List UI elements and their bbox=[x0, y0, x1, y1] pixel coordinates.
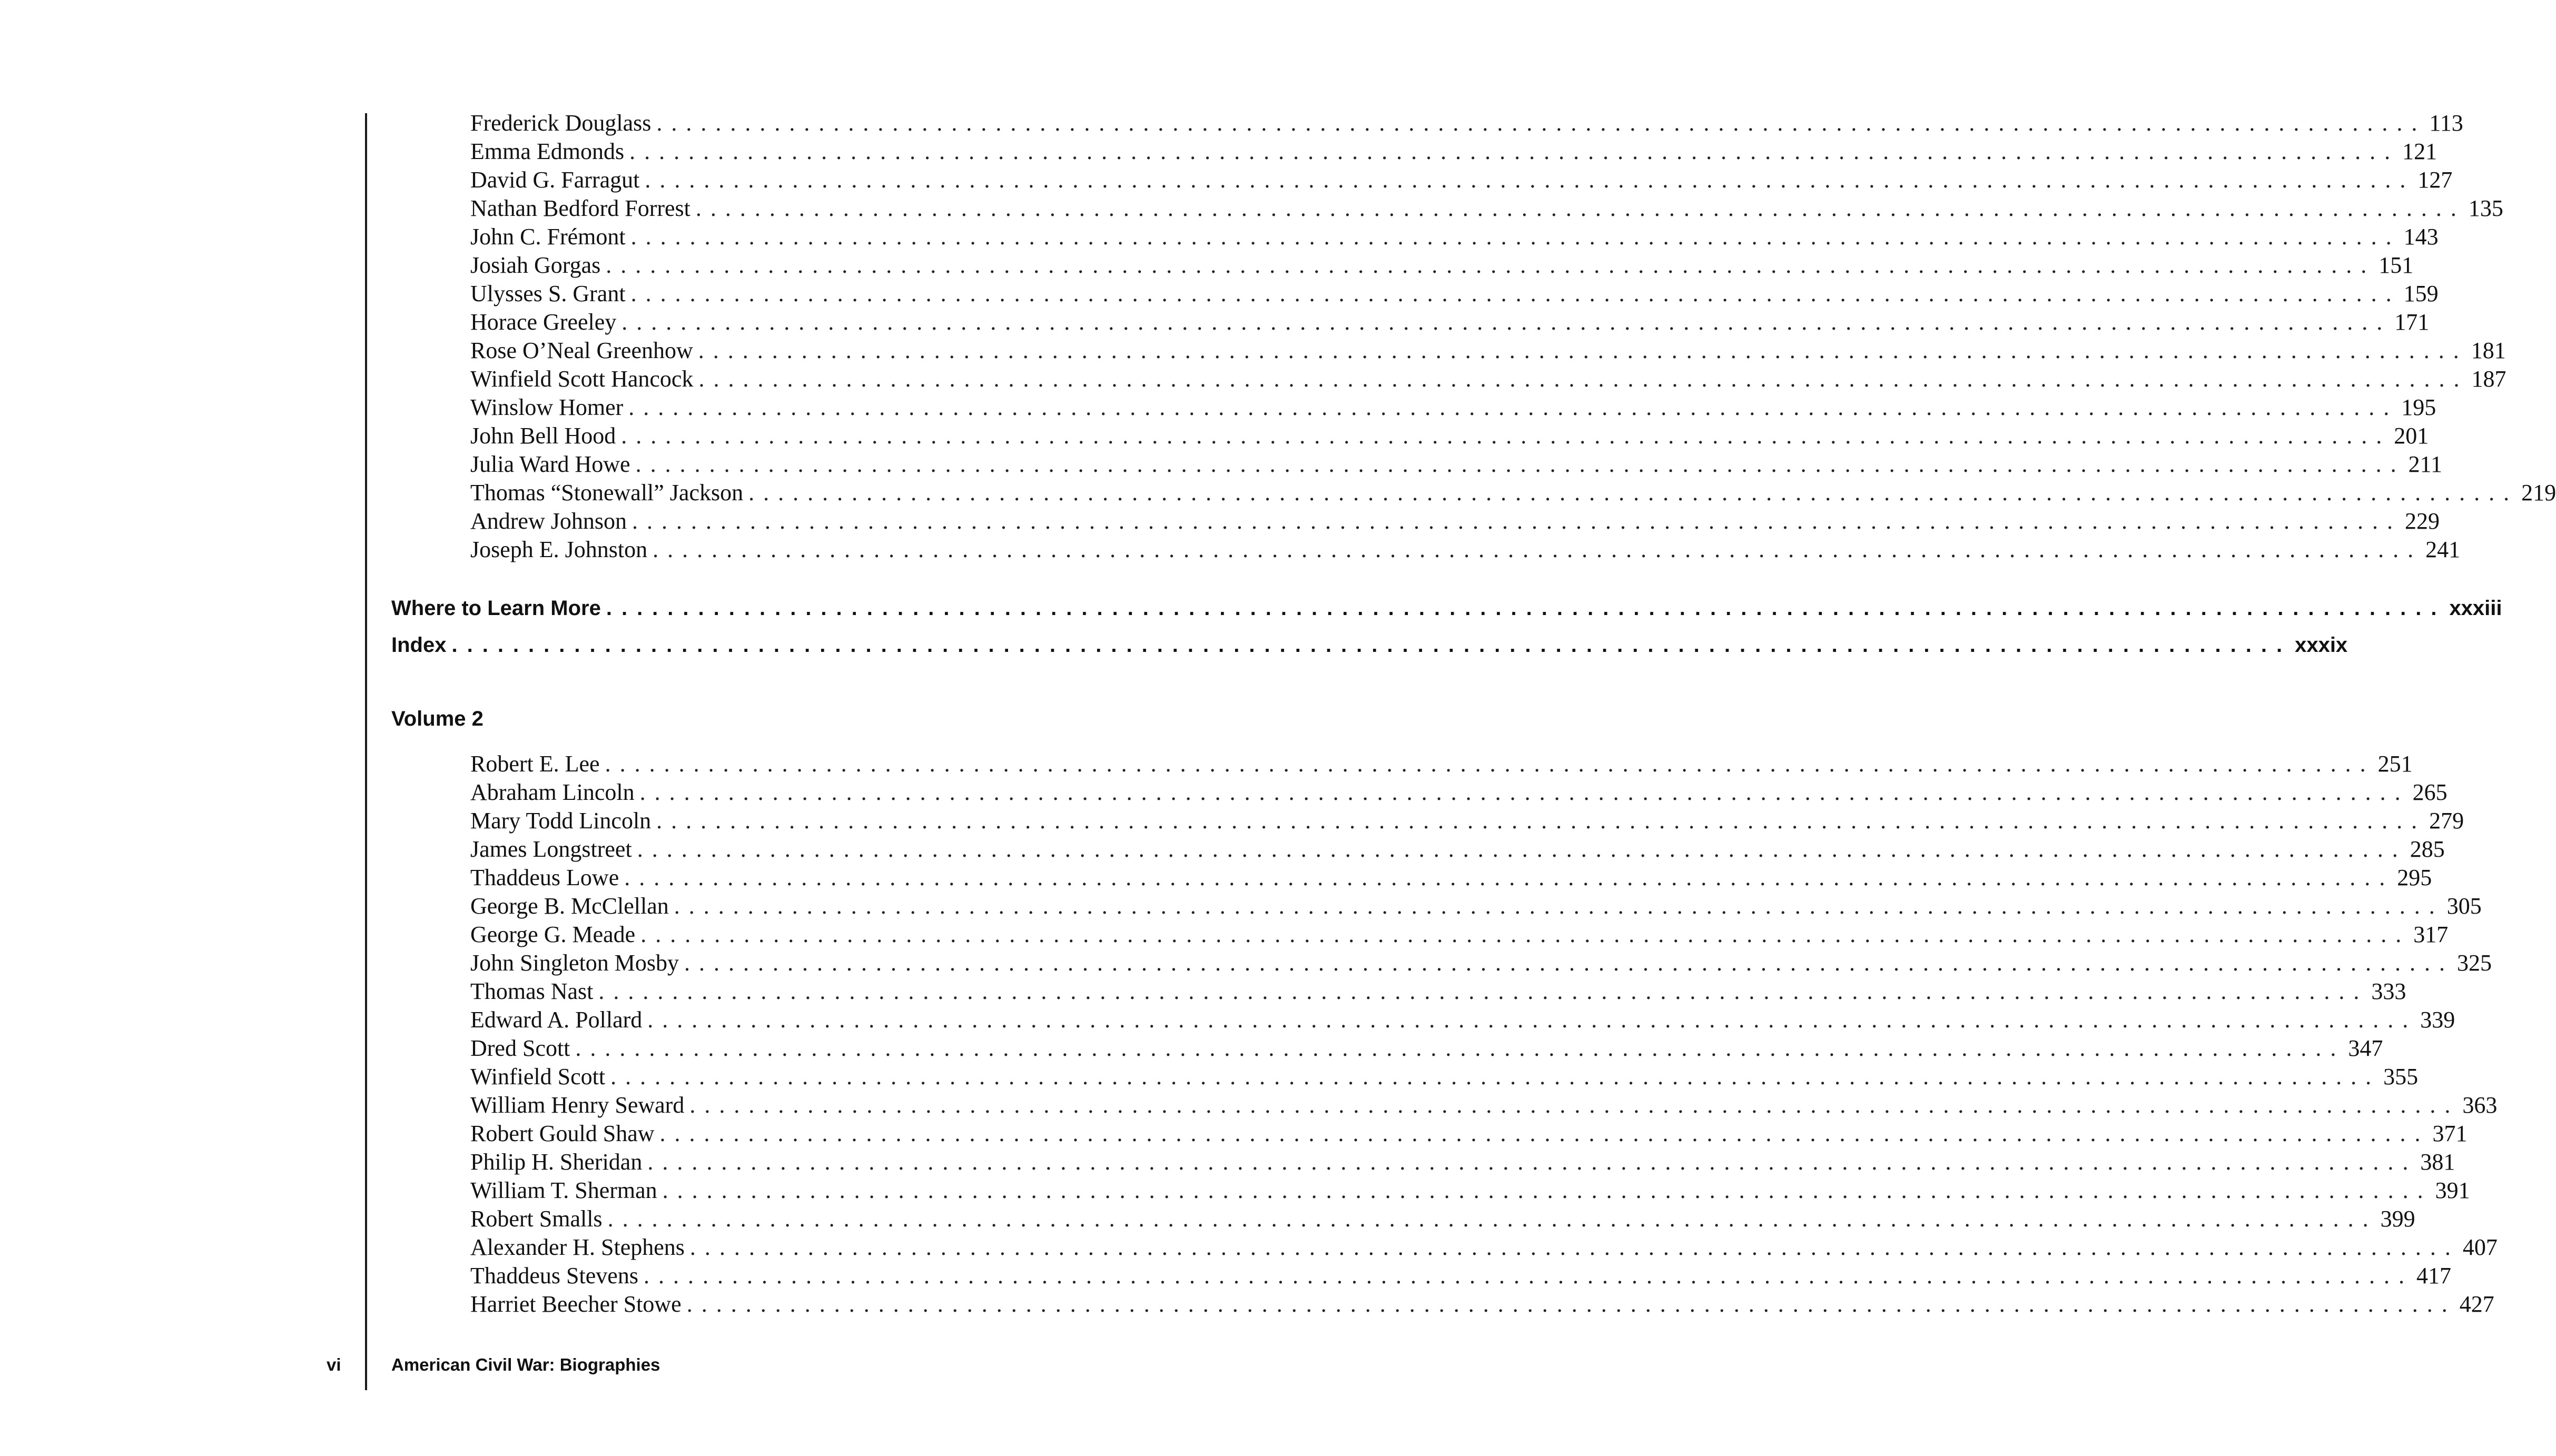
toc-entry[interactable] bbox=[470, 835, 2445, 864]
entry-name: Edward A. Pollard bbox=[470, 1007, 643, 1033]
entry-name: Frederick Douglass bbox=[470, 110, 652, 136]
toc-entry[interactable] bbox=[470, 920, 2449, 949]
footer-book-title: American Civil War: Biographies bbox=[391, 1355, 660, 1374]
toc-entry[interactable] bbox=[470, 137, 2437, 166]
dot-leader: ........................................................................................................................ bbox=[630, 281, 2401, 306]
dot-leader: ........................................................................................................................ bbox=[748, 480, 2519, 506]
entry-name: Robert Smalls bbox=[470, 1206, 603, 1232]
dot-leader: ........................................................................................................................ bbox=[607, 1206, 2377, 1232]
entry-name: George B. McClellan bbox=[470, 893, 669, 919]
toc-entry[interactable] bbox=[470, 251, 2414, 280]
dot-leader: ........................................................................................................................ bbox=[621, 423, 2391, 449]
entry-name: William Henry Seward bbox=[470, 1092, 685, 1118]
dot-leader: ........................................................................................................................ bbox=[575, 1035, 2345, 1061]
entry-page: 151 bbox=[2379, 252, 2414, 278]
entry-page: 211 bbox=[2408, 451, 2442, 477]
dot-leader: ........................................................................................................................ bbox=[686, 1291, 2456, 1317]
toc-entry[interactable] bbox=[470, 1176, 2470, 1205]
entry-page: 317 bbox=[2413, 922, 2449, 947]
entry-name: Harriet Beecher Stowe bbox=[470, 1291, 682, 1317]
dot-leader: ........................................................................................................................ bbox=[628, 394, 2399, 420]
toc-entry[interactable] bbox=[470, 750, 2413, 778]
dot-leader: ........................................................................................................................ bbox=[656, 110, 2426, 136]
toc-entry[interactable] bbox=[470, 223, 2439, 251]
entry-page: 135 bbox=[2468, 195, 2503, 221]
toc-entry[interactable] bbox=[470, 1034, 2383, 1063]
toc-section-where-to-learn-more[interactable] bbox=[391, 590, 2502, 627]
entry-name: Thomas “Stonewall” Jackson bbox=[470, 480, 744, 506]
entry-page: 325 bbox=[2457, 950, 2492, 976]
dot-leader: ........................................................................................................................ bbox=[689, 1092, 2460, 1118]
toc-entry[interactable] bbox=[470, 365, 2506, 393]
dot-leader: ........................................................................................................................ bbox=[643, 1263, 2413, 1289]
toc-entry[interactable] bbox=[470, 1290, 2494, 1319]
entry-name: Josiah Gorgas bbox=[470, 252, 601, 278]
dot-leader: ........................................................................................................................ bbox=[630, 224, 2401, 250]
entry-page: 121 bbox=[2402, 138, 2437, 164]
toc-entry[interactable] bbox=[470, 977, 2406, 1006]
entry-name: Robert E. Lee bbox=[470, 751, 600, 777]
dot-leader: ........................................................................................................................ bbox=[659, 1121, 2430, 1146]
toc-entry[interactable] bbox=[470, 422, 2429, 450]
entry-name: Philip H. Sheridan bbox=[470, 1149, 643, 1175]
dot-leader: ........................................................................................................................ bbox=[606, 597, 2446, 620]
entry-page: 381 bbox=[2420, 1149, 2455, 1175]
toc-entry[interactable] bbox=[470, 194, 2503, 223]
toc-entry[interactable] bbox=[470, 1006, 2455, 1034]
entry-page: 229 bbox=[2404, 508, 2440, 534]
entry-name: Abraham Lincoln bbox=[470, 779, 635, 805]
dot-leader: ........................................................................................................................ bbox=[645, 167, 2415, 193]
entry-page: 407 bbox=[2462, 1234, 2498, 1260]
entry-page: 159 bbox=[2403, 281, 2439, 306]
entry-page: 363 bbox=[2462, 1092, 2498, 1118]
section-name: Where to Learn More bbox=[391, 597, 601, 620]
toc-entry[interactable] bbox=[470, 778, 2448, 807]
dot-leader: ........................................................................................................................ bbox=[639, 779, 2410, 805]
entry-page: 171 bbox=[2394, 309, 2430, 335]
entry-name: Rose O’Neal Greenhow bbox=[470, 338, 693, 363]
entry-name: Alexander H. Stephens bbox=[470, 1234, 685, 1260]
entry-page: 251 bbox=[2377, 751, 2413, 777]
dot-leader: ........................................................................................................................ bbox=[610, 1064, 2381, 1089]
entry-name: John Bell Hood bbox=[470, 423, 616, 449]
dot-leader: ........................................................................................................................ bbox=[698, 338, 2468, 363]
entry-name: Mary Todd Lincoln bbox=[470, 808, 652, 834]
entry-name: Ulysses S. Grant bbox=[470, 281, 626, 306]
entry-name: Winslow Homer bbox=[470, 394, 624, 420]
toc-entry[interactable] bbox=[470, 450, 2442, 479]
entry-name: John Singleton Mosby bbox=[470, 950, 679, 976]
entry-page: 241 bbox=[2425, 537, 2461, 562]
entry-name: David G. Farragut bbox=[470, 167, 640, 193]
entry-page: 391 bbox=[2435, 1177, 2470, 1203]
entry-page: 427 bbox=[2459, 1291, 2494, 1317]
entry-name: Thomas Nast bbox=[470, 978, 594, 1004]
entry-name: Andrew Johnson bbox=[470, 508, 627, 534]
entry-name: Thaddeus Lowe bbox=[470, 865, 619, 890]
entry-page: 113 bbox=[2429, 110, 2463, 136]
entry-page: 285 bbox=[2410, 836, 2445, 862]
back-matter-list bbox=[391, 590, 2502, 663]
entry-page: 399 bbox=[2380, 1206, 2415, 1232]
dot-leader: ........................................................................................................................ bbox=[647, 1149, 2417, 1175]
dot-leader: ........................................................................................................................ bbox=[653, 537, 2423, 562]
margin-rule bbox=[365, 113, 367, 1390]
entry-name: George G. Meade bbox=[470, 922, 636, 947]
dot-leader: ........................................................................................................................ bbox=[621, 309, 2392, 335]
entry-page: 417 bbox=[2416, 1263, 2451, 1289]
toc-entry[interactable] bbox=[470, 1262, 2451, 1290]
dot-leader: ........................................................................................................................ bbox=[629, 138, 2400, 164]
entry-page: 143 bbox=[2403, 224, 2439, 250]
toc-entry[interactable] bbox=[470, 479, 2556, 507]
toc-entry[interactable] bbox=[470, 166, 2453, 194]
dot-leader: ........................................................................................................................ bbox=[635, 451, 2405, 477]
entry-name: James Longstreet bbox=[470, 836, 632, 862]
toc-entry[interactable] bbox=[470, 1148, 2455, 1176]
toc-entry[interactable] bbox=[470, 807, 2464, 835]
dot-leader: ........................................................................................................................ bbox=[656, 808, 2426, 834]
dot-leader: ........................................................................................................................ bbox=[451, 633, 2292, 657]
dot-leader: ........................................................................................................................ bbox=[674, 893, 2444, 919]
entry-page: 127 bbox=[2417, 167, 2453, 193]
dot-leader: ........................................................................................................................ bbox=[606, 252, 2376, 278]
dot-leader: ........................................................................................................................ bbox=[695, 195, 2465, 221]
entry-page: 181 bbox=[2471, 338, 2506, 363]
volume2-entry-list bbox=[470, 750, 2498, 1319]
toc-entry[interactable] bbox=[470, 1091, 2498, 1120]
entry-page: 371 bbox=[2432, 1121, 2468, 1146]
toc-entry[interactable] bbox=[470, 536, 2461, 564]
entry-name: Joseph E. Johnston bbox=[470, 537, 648, 562]
dot-leader: ........................................................................................................................ bbox=[684, 950, 2454, 976]
toc-entry[interactable] bbox=[470, 1205, 2415, 1233]
entry-name: Nathan Bedford Forrest bbox=[470, 195, 690, 221]
dot-leader: ........................................................................................................................ bbox=[647, 1007, 2417, 1033]
toc-entry[interactable] bbox=[470, 864, 2432, 892]
toc-section-index[interactable] bbox=[391, 627, 2348, 663]
volume1-entry-list bbox=[470, 109, 2556, 564]
toc-entry[interactable] bbox=[470, 892, 2482, 920]
dot-leader: ........................................................................................................................ bbox=[689, 1234, 2460, 1260]
entry-name: Julia Ward Howe bbox=[470, 451, 630, 477]
toc-entry[interactable] bbox=[470, 1233, 2498, 1262]
entry-page: 347 bbox=[2348, 1035, 2383, 1061]
entry-page: 333 bbox=[2371, 978, 2406, 1004]
footer-page-number: vi bbox=[327, 1355, 341, 1374]
entry-page: 295 bbox=[2397, 865, 2432, 890]
section-page: xxxiii bbox=[2449, 597, 2502, 620]
entry-name: Horace Greeley bbox=[470, 309, 617, 335]
entry-name: Winfield Scott Hancock bbox=[470, 366, 694, 392]
entry-page: 265 bbox=[2412, 779, 2448, 805]
toc-entry[interactable] bbox=[470, 1120, 2468, 1148]
toc-entry[interactable] bbox=[470, 109, 2463, 137]
toc-entry[interactable] bbox=[470, 393, 2436, 422]
section-name: Index bbox=[391, 633, 447, 657]
toc-entry[interactable] bbox=[470, 336, 2506, 365]
toc-entry[interactable] bbox=[470, 1063, 2419, 1091]
section-page: xxxix bbox=[2295, 633, 2348, 657]
entry-page: 305 bbox=[2446, 893, 2482, 919]
dot-leader: ........................................................................................................................ bbox=[662, 1177, 2432, 1203]
dot-leader: ........................................................................................................................ bbox=[640, 922, 2411, 947]
entry-name: John C. Frémont bbox=[470, 224, 626, 250]
entry-page: 187 bbox=[2471, 366, 2506, 392]
entry-name: Emma Edmonds bbox=[470, 138, 625, 164]
dot-leader: ........................................................................................................................ bbox=[624, 865, 2394, 890]
toc-entry[interactable] bbox=[470, 949, 2492, 977]
toc-entry[interactable] bbox=[470, 308, 2430, 336]
volume-2-heading: Volume 2 bbox=[391, 707, 483, 730]
dot-leader: ........................................................................................................................ bbox=[698, 366, 2469, 392]
dot-leader: ........................................................................................................................ bbox=[598, 978, 2369, 1004]
entry-name: Dred Scott bbox=[470, 1035, 570, 1061]
dot-leader: ........................................................................................................................ bbox=[631, 508, 2402, 534]
entry-name: Winfield Scott bbox=[470, 1064, 606, 1089]
entry-page: 219 bbox=[2521, 480, 2556, 506]
entry-page: 279 bbox=[2429, 808, 2464, 834]
entry-name: Thaddeus Stevens bbox=[470, 1263, 638, 1289]
toc-entry[interactable] bbox=[470, 280, 2439, 308]
entry-page: 195 bbox=[2401, 394, 2436, 420]
entry-page: 201 bbox=[2394, 423, 2429, 449]
toc-entry[interactable] bbox=[470, 507, 2440, 536]
dot-leader: ........................................................................................................................ bbox=[605, 751, 2375, 777]
entry-page: 339 bbox=[2420, 1007, 2455, 1033]
entry-page: 355 bbox=[2383, 1064, 2419, 1089]
entry-name: William T. Sherman bbox=[470, 1177, 657, 1203]
entry-name: Robert Gould Shaw bbox=[470, 1121, 655, 1146]
dot-leader: ........................................................................................................................ bbox=[637, 836, 2407, 862]
